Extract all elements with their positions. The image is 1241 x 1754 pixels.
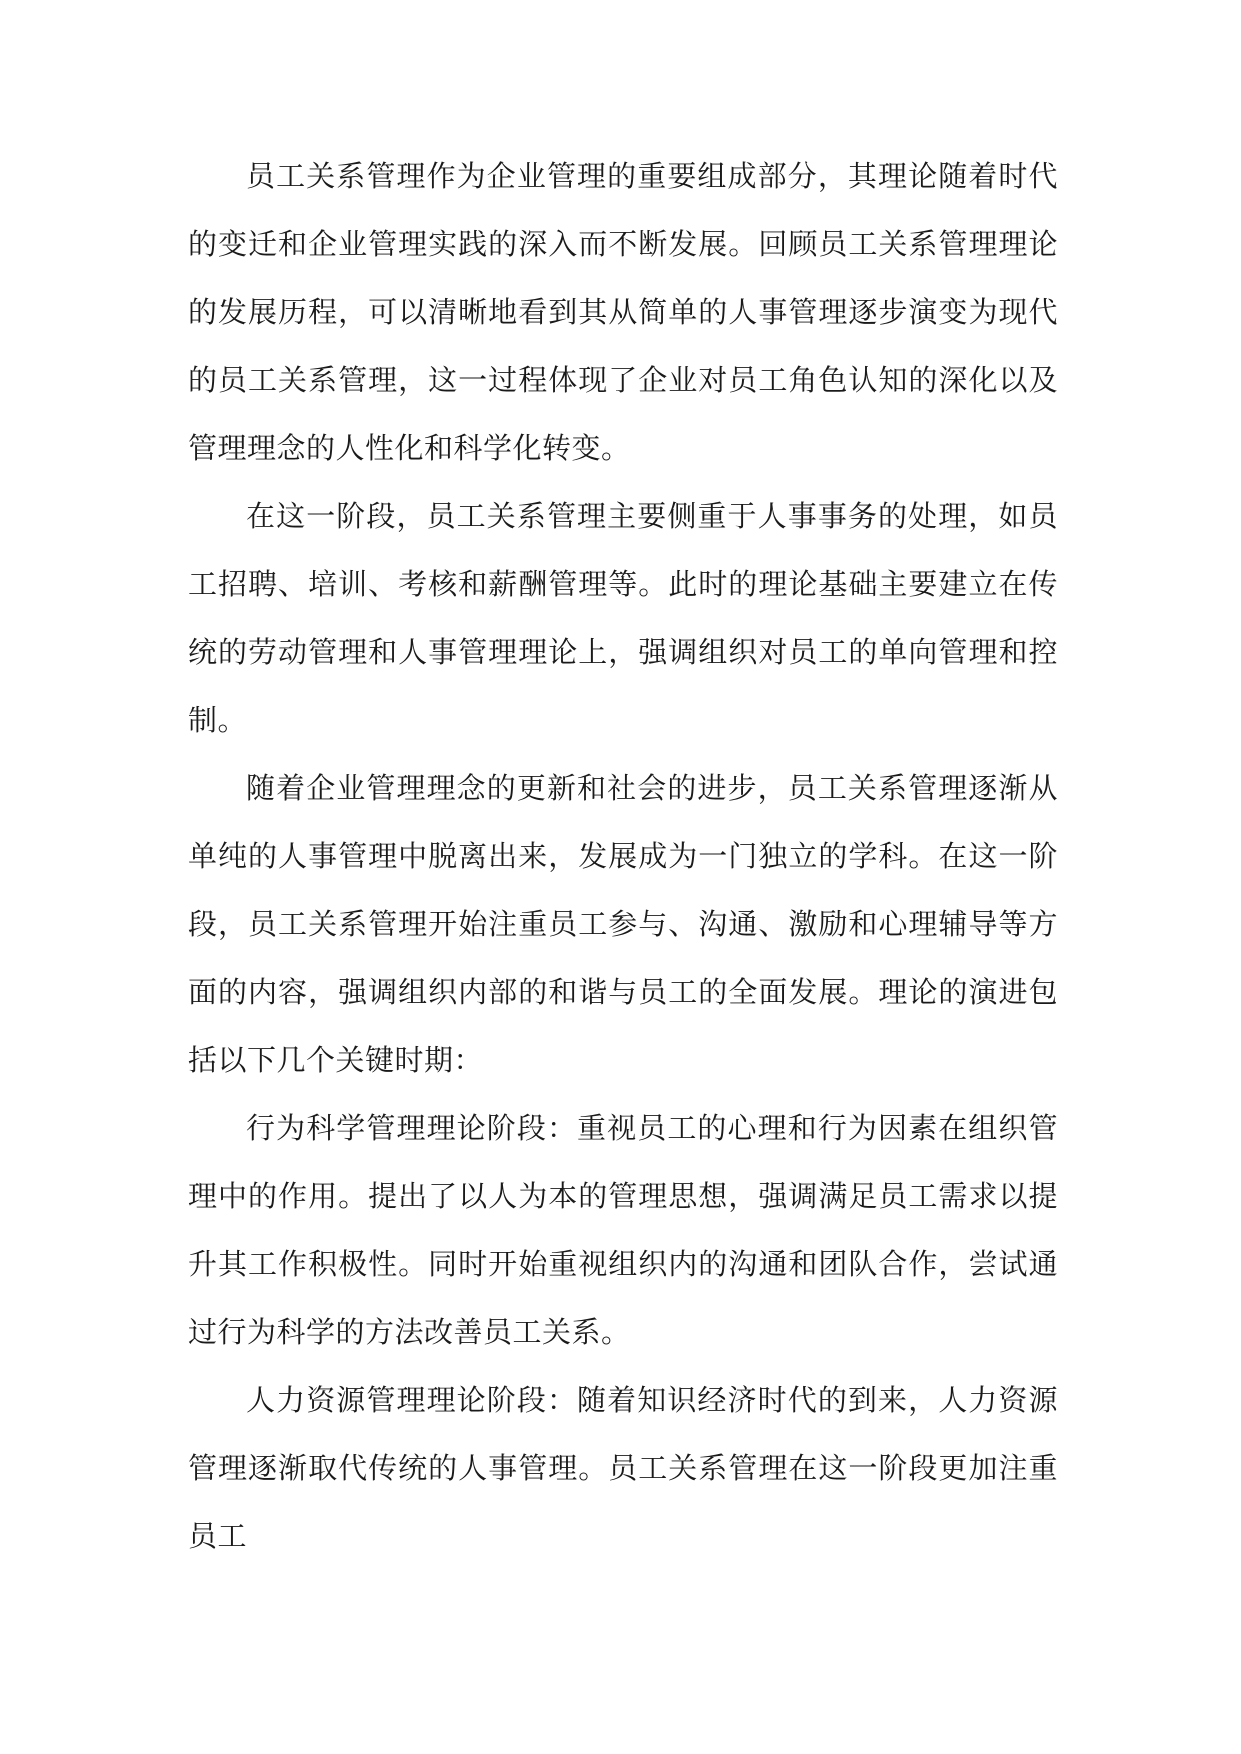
body-text [188, 142, 1058, 1570]
paragraph-development-stage: 随着企业管理理念的更新和社会的进步，员工关系管理逐渐从单纯的人事管理中脱离出来，发展成为一门独立的学科。在这一阶段，员工关系管理开始注重员工参与、沟通、激励和心理辅导等方面的内容，强调组织内部的和谐与员工的全面发展。理论的演进包括以下几个关键时期： [188, 771, 1058, 1077]
paragraph-behavioral-science: 行为科学管理理论阶段：重视员工的心理和行为因素在组织管理中的作用。提出了以人为本的管理思想，强调满足员工需求以提升其工作积极性。同时开始重视组织内的沟通和团队合作，尝试通过行为科学的方法改善员工关系。 [188, 1111, 1058, 1349]
paragraph-early-stage: 在这一阶段，员工关系管理主要侧重于人事事务的处理，如员工招聘、培训、考核和薪酬管理等。此时的理论基础主要建立在传统的劳动管理和人事管理理论上，强调组织对员工的单向管理和控制。 [188, 499, 1058, 737]
paragraph-intro: 员工关系管理作为企业管理的重要组成部分，其理论随着时代的变迁和企业管理实践的深入而不断发展。回顾员工关系管理理论的发展历程，可以清晰地看到其从简单的人事管理逐步演变为现代的员工关系管理，这一过程体现了企业对员工角色认知的深化以及管理理念的人性化和科学化转变。 [188, 159, 1058, 465]
paragraph-human-resources: 人力资源管理理论阶段：随着知识经济时代的到来，人力资源管理逐渐取代传统的人事管理。员工关系管理在这一阶段更加注重员工 [188, 1383, 1058, 1553]
